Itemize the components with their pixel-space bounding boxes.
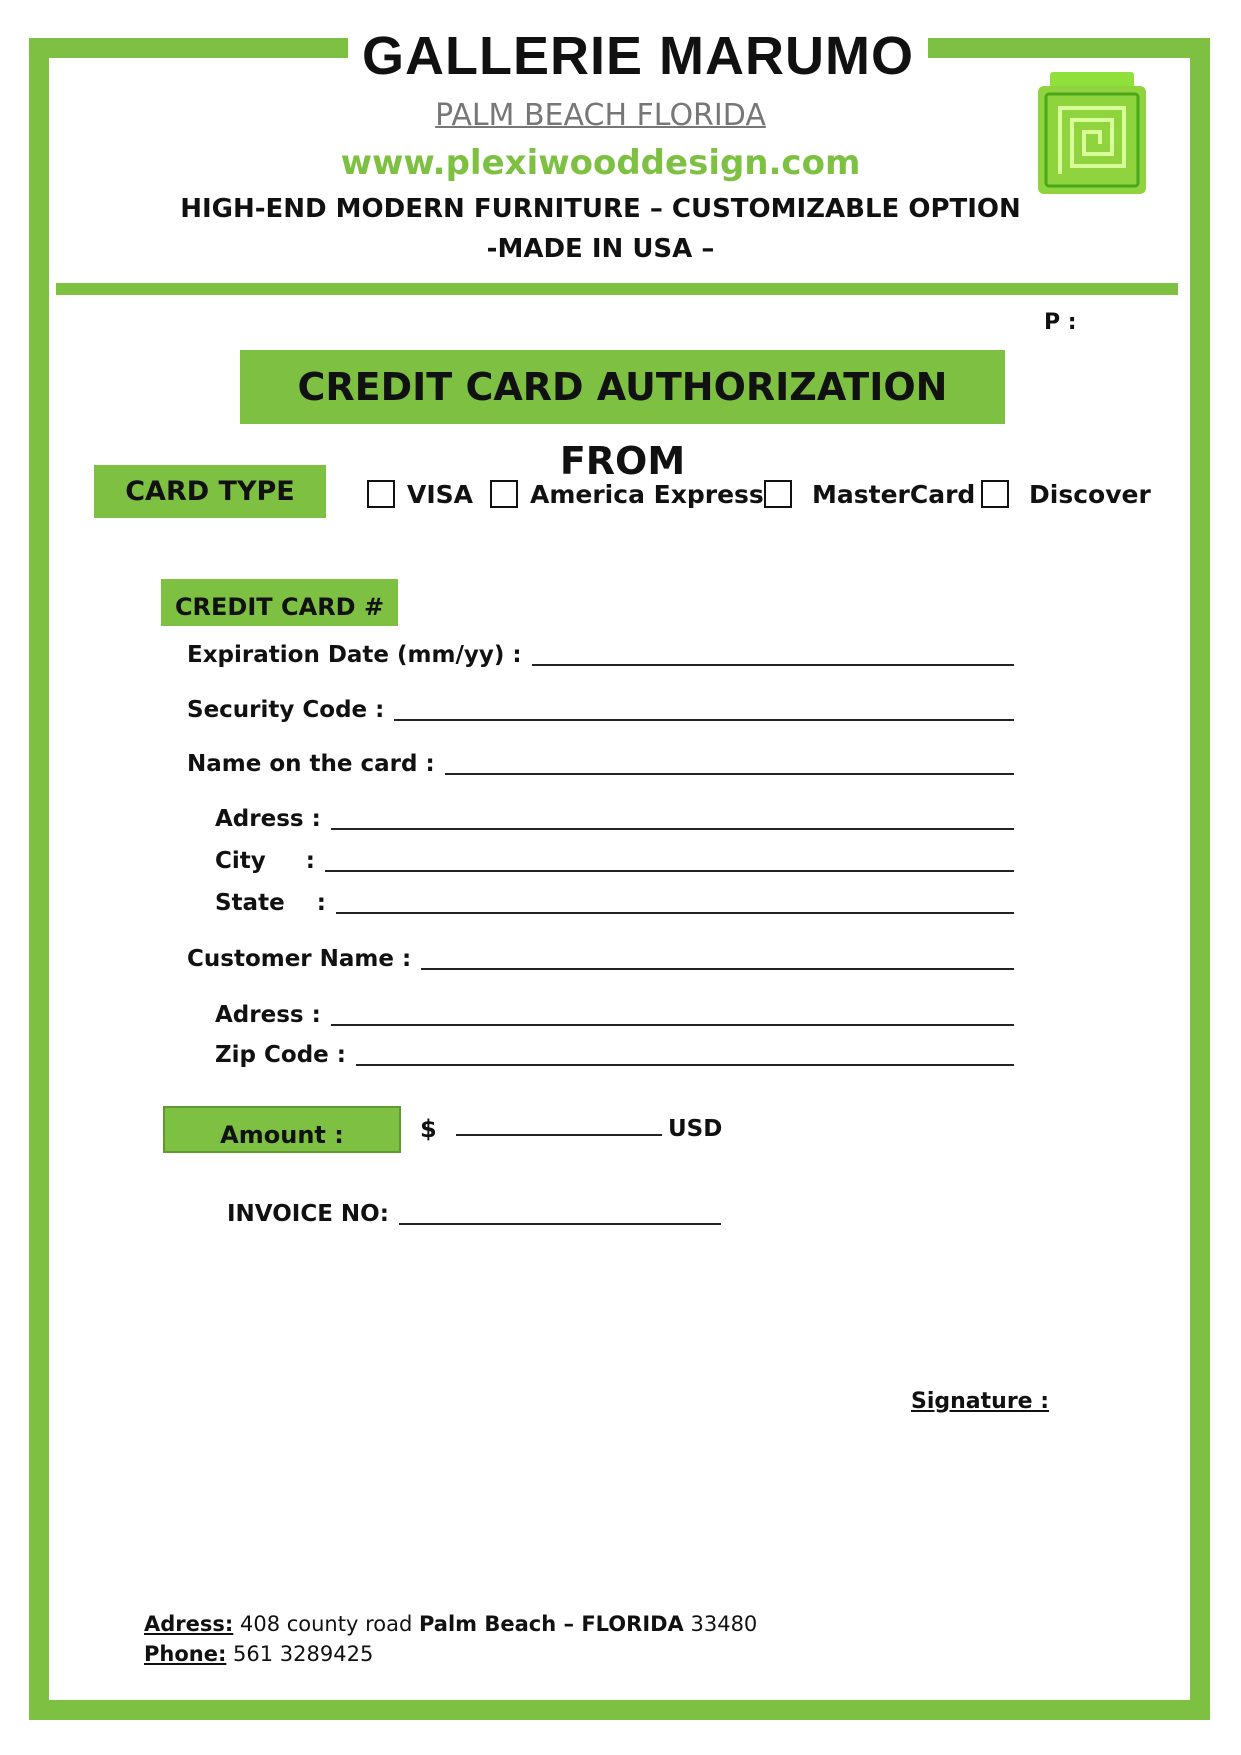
footer-address-city: Palm Beach – FLORIDA <box>418 1612 684 1636</box>
field-line[interactable] <box>336 912 1014 914</box>
invoice-number-field[interactable] <box>227 1195 721 1229</box>
checkbox-mastercard[interactable] <box>764 480 792 508</box>
brand-made-in: -MADE IN USA – <box>486 234 715 264</box>
zip-code-field[interactable] <box>215 1036 1014 1070</box>
field-label: Zip Code : <box>215 1042 346 1068</box>
field-line[interactable] <box>356 1064 1014 1066</box>
header-divider <box>56 283 1178 295</box>
footer-phone-label: Phone: <box>144 1642 227 1666</box>
field-line[interactable] <box>399 1223 721 1225</box>
field-line[interactable] <box>325 870 1014 872</box>
field-line[interactable] <box>394 719 1014 721</box>
square-spiral-logo-icon <box>1036 70 1148 198</box>
form-title: CREDIT CARD AUTHORIZATION FROM <box>240 350 1005 424</box>
currency-symbol: $ <box>420 1115 437 1143</box>
brand-website[interactable]: www.plexiwooddesign.com <box>340 143 861 183</box>
page-number-label: P : <box>1044 310 1077 335</box>
checkbox-amex[interactable] <box>490 480 518 508</box>
field-label: Name on the card : <box>187 751 435 777</box>
field-label: Adress : <box>215 806 321 832</box>
footer-phone-number[interactable]: 561 3289425 <box>233 1642 374 1666</box>
field-label: Security Code : <box>187 697 385 723</box>
card-option-visa[interactable] <box>367 474 473 514</box>
field-label: Customer Name : <box>187 946 412 972</box>
field-label: Expiration Date (mm/yy) : <box>187 642 522 668</box>
brand-tagline: HIGH-END MODERN FURNITURE – CUSTOMIZABLE OPTION <box>180 194 1021 224</box>
card-option-label: Discover <box>1029 479 1151 509</box>
field-line[interactable] <box>331 828 1014 830</box>
card-option-label: America Express <box>530 479 764 509</box>
expiration-date-field[interactable] <box>187 636 1014 670</box>
card-option-label: VISA <box>407 479 474 509</box>
checkbox-discover[interactable] <box>981 480 1009 508</box>
footer-address <box>144 1612 757 1636</box>
brand-city: PALM BEACH FLORIDA <box>435 98 766 133</box>
footer-phone <box>144 1642 373 1666</box>
card-address-field[interactable] <box>215 800 1014 834</box>
field-line[interactable] <box>421 968 1014 970</box>
field-label: Adress : <box>215 1002 321 1028</box>
customer-name-field[interactable] <box>187 940 1014 974</box>
field-line[interactable] <box>532 664 1014 666</box>
customer-address-field[interactable] <box>215 996 1014 1030</box>
checkbox-visa[interactable] <box>367 480 395 508</box>
field-line[interactable] <box>445 773 1014 775</box>
footer-address-street: 408 county road <box>239 1612 419 1636</box>
currency-label: USD <box>668 1116 723 1142</box>
card-option-amex[interactable] <box>490 474 764 514</box>
security-code-field[interactable] <box>187 691 1014 725</box>
name-on-card-field[interactable] <box>187 745 1014 779</box>
amount-label: Amount : <box>163 1106 401 1153</box>
footer-address-zip: 33480 <box>683 1612 758 1636</box>
field-label: State : <box>215 890 326 916</box>
card-option-mastercard[interactable] <box>764 474 975 514</box>
card-type-label: CARD TYPE <box>94 465 326 518</box>
signature-label: Signature : <box>911 1389 1050 1414</box>
card-option-discover[interactable] <box>981 474 1151 514</box>
field-line[interactable] <box>331 1024 1014 1026</box>
amount-line[interactable] <box>456 1134 662 1136</box>
state-field[interactable] <box>215 884 1014 918</box>
city-field[interactable] <box>215 842 1014 876</box>
field-label: City : <box>215 848 315 874</box>
field-label: INVOICE NO: <box>227 1201 389 1227</box>
brand-title: GALLERIE MARUMO <box>348 20 928 92</box>
credit-card-number-label: CREDIT CARD # <box>161 579 398 626</box>
card-option-label: MasterCard <box>812 479 976 509</box>
footer-address-label: Adress: <box>144 1612 234 1636</box>
